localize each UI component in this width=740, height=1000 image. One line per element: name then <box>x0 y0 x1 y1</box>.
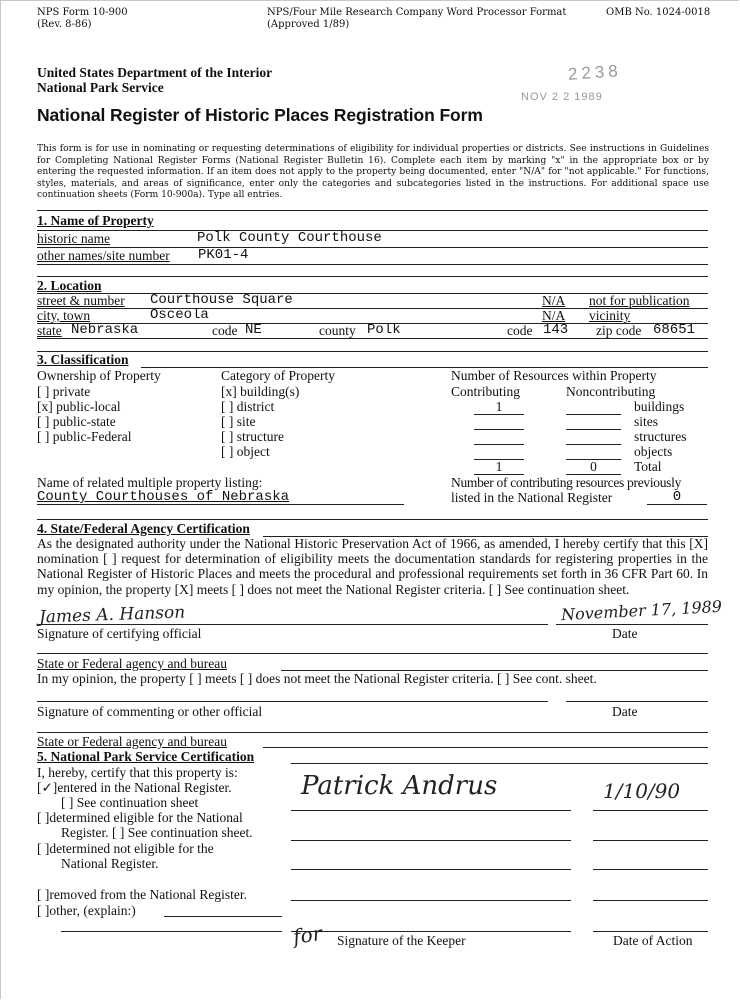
ownership-public-federal[interactable] <box>37 429 131 445</box>
certifying-signature: James A. Hanson <box>38 602 186 628</box>
state-code-label: code <box>212 323 238 338</box>
noncontributing-buildings[interactable] <box>566 399 621 415</box>
previously-listed-label-1: Number of contributing resources previously <box>451 475 682 490</box>
signature-line <box>291 900 571 901</box>
keeper-signature: Patrick Andrus <box>301 771 498 801</box>
rule <box>37 338 708 339</box>
nps-intro: I, hereby, certify that this property is: <box>37 765 238 780</box>
multiple-listing-value[interactable]: County Courthouses of Nebraska <box>37 489 404 505</box>
other-explain-line-2[interactable] <box>61 931 282 932</box>
resource-type-total: Total <box>634 459 662 474</box>
noncontributing-sites[interactable] <box>566 414 621 430</box>
state-value[interactable]: Nebraska <box>71 322 139 338</box>
option-label: structure <box>236 429 284 444</box>
previously-listed-value[interactable]: 0 <box>647 489 707 505</box>
county-code-value[interactable]: 143 <box>543 322 569 338</box>
certifying-date-label: Date <box>612 626 638 641</box>
street-label: street & number <box>37 293 125 308</box>
vicinity-label: vicinity <box>589 308 631 323</box>
omb-number: OMB No. 1024-0018 <box>606 7 711 18</box>
checkbox-mark: [ ] <box>221 444 234 459</box>
rule <box>37 653 708 654</box>
form-number: NPS Form 10-900 <box>37 7 128 18</box>
city-value[interactable]: Osceola <box>150 307 209 323</box>
checkbox-mark: [ ] <box>221 414 234 429</box>
rule <box>37 732 708 733</box>
noncontributing-objects[interactable] <box>566 444 621 460</box>
eligible-option-line2: Register. [ ] See continuation sheet. <box>61 825 253 840</box>
not-eligible-option-line2: National Register. <box>61 856 159 871</box>
date-line <box>566 701 708 702</box>
ownership-public-state[interactable] <box>37 414 116 430</box>
rule <box>37 264 708 265</box>
category-buildings[interactable] <box>221 384 299 400</box>
stamp-number: 2238 <box>567 61 623 84</box>
signature-line <box>37 701 548 702</box>
checkbox-mark: [ ] <box>221 429 234 444</box>
entered-option[interactable] <box>37 780 232 796</box>
certifying-signature-label: Signature of certifying official <box>37 626 202 641</box>
option-label: site <box>236 414 256 429</box>
divider <box>37 210 708 211</box>
keeper-initials: for <box>291 921 324 949</box>
option-label: public-state <box>52 414 116 429</box>
signature-line <box>291 810 571 811</box>
signature-line <box>291 840 571 841</box>
section5-heading: 5. National Park Service Certification <box>37 749 255 764</box>
noncontributing-total[interactable]: 0 <box>566 459 621 475</box>
section4-heading: 4. State/Federal Agency Certification <box>37 521 250 536</box>
checkbox-mark: [ ] <box>37 810 50 825</box>
other-option[interactable] <box>37 903 136 919</box>
section3-heading: 3. Classification <box>37 352 129 367</box>
checkbox-mark: [ ] <box>37 414 50 429</box>
zip-label: zip code <box>596 323 642 338</box>
state-code-value[interactable]: NE <box>245 322 262 338</box>
date-line <box>593 900 708 901</box>
option-label: building(s) <box>240 384 300 399</box>
date-line <box>593 810 708 811</box>
category-site[interactable] <box>221 414 256 430</box>
ownership-public-local[interactable] <box>37 399 121 415</box>
signature-line <box>291 869 571 870</box>
option-label: removed from the National Register. <box>49 887 247 902</box>
street-value[interactable]: Courthouse Square <box>150 292 293 308</box>
city-na: N/A <box>542 308 566 323</box>
category-heading: Category of Property <box>221 368 335 383</box>
contributing-sites[interactable] <box>474 414 524 430</box>
resource-type-structures: structures <box>634 429 687 444</box>
date-line <box>556 624 708 625</box>
rule <box>291 763 708 764</box>
keeper-signature-label: Signature of the Keeper <box>337 933 466 948</box>
agency-label-2: State or Federal agency and bureau <box>37 734 228 749</box>
section2-heading: 2. Location <box>37 278 102 293</box>
checkbox-mark: [ ] <box>37 384 50 399</box>
option-label: determined not eligible for the <box>49 841 214 856</box>
street-na: N/A <box>542 293 566 308</box>
option-label: private <box>52 384 91 399</box>
section1-heading: 1. Name of Property <box>37 213 154 228</box>
other-explain-line[interactable] <box>164 916 282 917</box>
eligible-option[interactable] <box>37 810 243 826</box>
form-revision: (Rev. 8-86) <box>37 19 92 30</box>
service-name: National Park Service <box>37 80 164 95</box>
checkbox-mark: [ ] <box>37 429 50 444</box>
category-object[interactable] <box>221 444 270 460</box>
checkbox-mark: [ ] <box>221 399 234 414</box>
stamp-date: NOV 2 2 1989 <box>521 91 603 103</box>
county-value[interactable]: Polk <box>367 322 401 338</box>
date-line <box>593 869 708 870</box>
checkbox-mark: [ ] <box>37 903 50 918</box>
option-label: object <box>236 444 270 459</box>
form-format: NPS/Four Mile Research Company Word Processor Format <box>267 7 567 18</box>
ownership-heading: Ownership of Property <box>37 368 161 383</box>
department-name: United States Department of the Interior <box>37 65 273 80</box>
divider <box>37 276 708 277</box>
contributing-buildings[interactable]: 1 <box>474 399 524 415</box>
checkbox-mark: [x] <box>37 399 53 414</box>
page-title: National Register of Historic Places Registration Form <box>37 105 483 125</box>
instructions: This form is for use in nominating or requesting determinations of eligibility for individual properties or districts. See instructions in Guidelines for Completing National Register Forms (National Register Bulletin 16). Complete each item by marking "x" in the appropriate box or by entering the requested information. If an item does not apply to the property being documented, enter "N/A" for "not applicable." For functions, styles, materials, and areas of significance, enter only the categories and subcategories listed in the instructions. For additional space use continuation sheets (Form 10-900a). Type all entries. <box>37 144 709 200</box>
previously-listed-label-2: listed in the National Register <box>451 490 613 505</box>
state-label: state <box>37 323 62 338</box>
historic-name-label: historic name <box>37 231 111 246</box>
resources-heading: Number of Resources within Property <box>451 368 657 383</box>
resource-type-sites: sites <box>634 414 659 429</box>
multiple-listing-label: Name of related multiple property listing: <box>37 475 263 490</box>
form-approved: (Approved 1/89) <box>267 19 350 30</box>
signature-line <box>291 931 571 932</box>
option-label: determined eligible for the National <box>49 810 243 825</box>
county-code-label: code <box>507 323 533 338</box>
category-structure[interactable] <box>221 429 284 445</box>
option-label: other, (explain:) <box>49 903 136 918</box>
divider <box>37 519 708 520</box>
option-label: public-local <box>56 399 121 414</box>
keeper-date: 1/10/90 <box>603 779 681 803</box>
county-label: county <box>319 323 356 338</box>
rule <box>263 747 708 748</box>
other-names-value[interactable]: PK01-4 <box>198 247 249 263</box>
divider <box>37 351 708 352</box>
date-line <box>593 840 708 841</box>
checkbox-mark: [ ] <box>37 841 50 856</box>
opinion-text: In my opinion, the property [ ] meets [ ] does not meet the National Register criteria. [ ] See cont. sheet. <box>37 671 597 686</box>
historic-name-value[interactable]: Polk County Courthouse <box>197 230 382 246</box>
date-of-action-label: Date of Action <box>613 933 693 948</box>
checkbox-mark: [ ] <box>37 887 50 902</box>
other-names-label: other names/site number <box>37 248 170 263</box>
certification-paragraph: As the designated authority under the National Historic Preservation Act of 1966, as amended, I hereby certify that this [X] nomination [ ] request for determination of eligibility meets the documentation standards for registering properties in the National Register of Historic Places and meets the procedural and professional requirements set forth in 36 CFR Part 60. In my opinion, the property [X] meets [ ] does not meet the National Register criteria. [ ] See continuation sheet. <box>37 536 708 597</box>
checkbox-mark: [x] <box>221 384 237 399</box>
agency-label: State or Federal agency and bureau <box>37 656 228 671</box>
contributing-label: Contributing <box>451 384 521 399</box>
not-eligible-option[interactable] <box>37 841 214 857</box>
contributing-structures[interactable] <box>474 429 524 445</box>
commenting-signature-label: Signature of commenting or other official <box>37 704 263 719</box>
zip-value[interactable]: 68651 <box>653 322 696 338</box>
check-icon: [✓] <box>37 780 58 795</box>
resource-type-objects: objects <box>634 444 673 459</box>
resource-type-buildings: buildings <box>634 399 685 414</box>
city-label: city, town <box>37 308 91 323</box>
not-for-publication-label: not for publication <box>589 293 690 308</box>
signature-line <box>37 624 548 625</box>
noncontributing-structures[interactable] <box>566 429 621 445</box>
removed-option[interactable] <box>37 887 247 903</box>
ownership-private[interactable] <box>37 384 90 400</box>
category-district[interactable] <box>221 399 274 415</box>
see-continuation-option[interactable]: [ ] See continuation sheet <box>61 795 199 810</box>
option-label: entered in the National Register. <box>57 780 232 795</box>
option-label: public-Federal <box>52 429 132 444</box>
contributing-objects[interactable] <box>474 444 524 460</box>
commenting-date-label: Date <box>612 704 638 719</box>
noncontributing-label: Noncontributing <box>566 384 656 399</box>
date-line <box>593 931 708 932</box>
certifying-signature-date: November 17, 1989 <box>560 596 723 625</box>
option-label: district <box>236 399 275 414</box>
contributing-total[interactable]: 1 <box>474 459 524 475</box>
